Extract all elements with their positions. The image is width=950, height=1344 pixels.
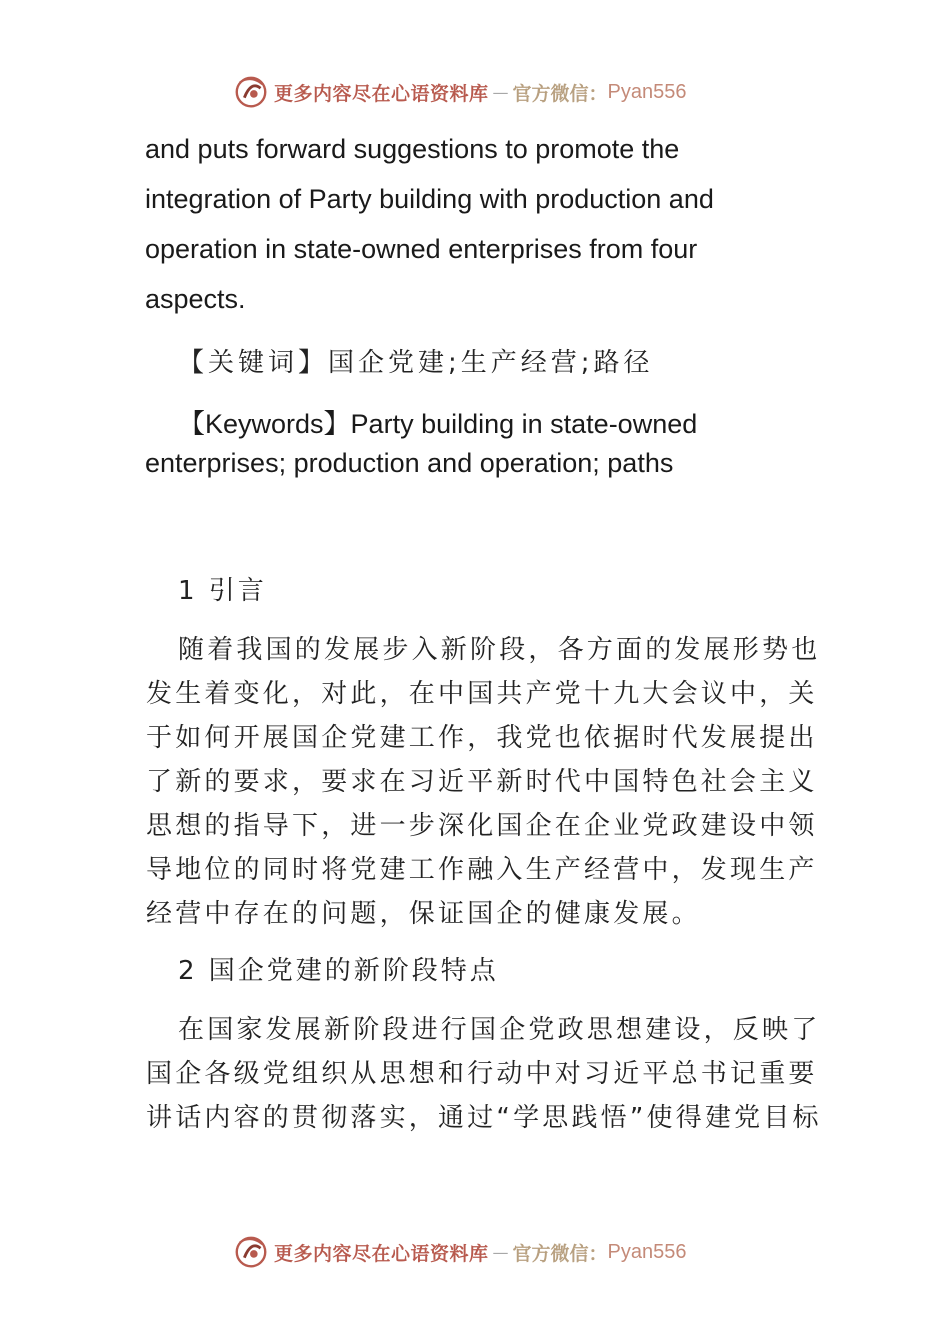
watermark-separator: —	[492, 82, 509, 102]
abstract-line: and puts forward suggestions to promote the	[145, 134, 680, 164]
keywords-english-line1: 【Keywords】Party building in state-owned	[178, 409, 698, 439]
paragraph-line: 了新的要求，要求在习近平新时代中国特色社会主义	[146, 767, 818, 797]
watermark-wechat-label: 官方微信：	[512, 1242, 608, 1265]
watermark-separator: —	[492, 1242, 509, 1262]
watermark-text: 更多内容尽在心语资料库	[274, 1242, 489, 1265]
abstract-line: operation in state-owned enterprises from four	[145, 234, 698, 264]
header-watermark	[232, 72, 687, 112]
abstract-english	[145, 124, 845, 324]
paragraph-line: 导地位的同时将党建工作融入生产经营中，发现生产	[146, 855, 818, 885]
keywords-chinese: 【关键词】国企党建;生产经营;路径	[178, 348, 654, 378]
watermark-text: 更多内容尽在心语资料库	[274, 82, 489, 105]
paragraph-line: 于如何开展国企党建工作，我党也依据时代发展提出	[146, 723, 818, 753]
section-1-heading: 1 引言	[178, 576, 267, 606]
watermark-wechat-id: Pyan556	[607, 80, 687, 103]
section-2-heading: 2 国企党建的新阶段特点	[178, 956, 499, 986]
paragraph-line: 讲话内容的贯彻落实，通过“学思践悟”使得建党目标	[146, 1103, 822, 1133]
paragraph-line: 随着我国的发展步入新阶段，各方面的发展形势也	[178, 635, 821, 665]
abstract-line: integration of Party building with production and	[145, 184, 714, 214]
watermark-wechat-label: 官方微信：	[512, 82, 608, 105]
paragraph-line: 经营中存在的问题，保证国企的健康发展。	[146, 899, 701, 929]
paragraph-line: 思想的指导下，进一步深化国企在企业党政建设中领	[146, 811, 818, 841]
library-logo-icon	[232, 1233, 270, 1271]
paragraph-line: 发生着变化，对此，在中国共产党十九大会议中，关	[146, 679, 818, 709]
paragraph-line: 国企各级党组织从思想和行动中对习近平总书记重要	[146, 1059, 818, 1089]
footer-watermark	[232, 1232, 687, 1272]
keywords-english-line2: enterprises; production and operation; paths	[145, 448, 674, 478]
paragraph-line: 在国家发展新阶段进行国企党政思想建设，反映了	[178, 1015, 821, 1045]
abstract-line: aspects.	[145, 284, 246, 314]
library-logo-icon	[232, 73, 270, 111]
watermark-wechat-id: Pyan556	[607, 1240, 687, 1263]
